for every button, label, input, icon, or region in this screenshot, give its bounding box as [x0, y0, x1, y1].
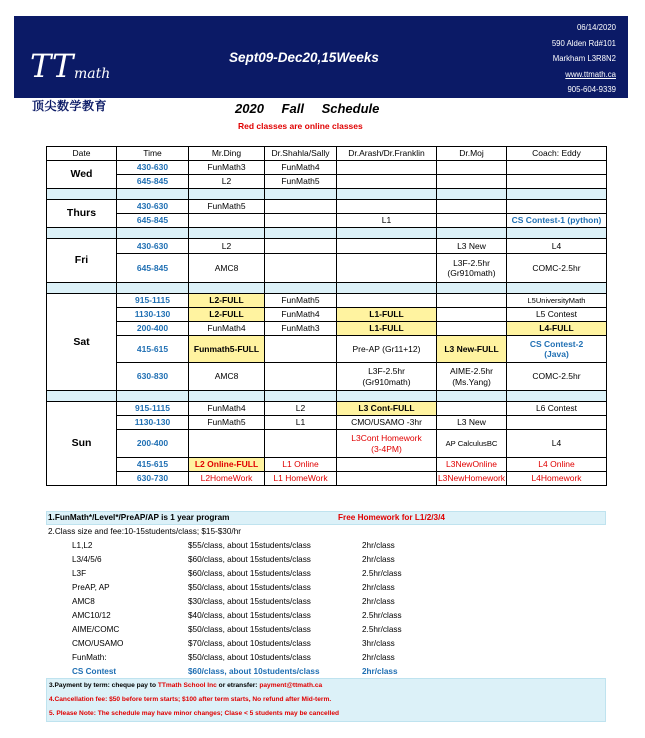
fee-fee: $55/class, about 15students/class [188, 541, 311, 550]
separator-row [47, 283, 607, 294]
fee-fee: $50/class, about 15students/class [188, 583, 311, 592]
class-cell [337, 430, 437, 458]
table-row [47, 416, 607, 430]
empty-cell [337, 294, 437, 308]
class-cell: AP CalculusBC [437, 430, 507, 458]
class-cell [437, 254, 507, 283]
empty-cell [265, 200, 337, 214]
schedule-subtitle: Red classes are online classes [238, 121, 363, 131]
empty-cell [437, 214, 507, 228]
class-cell: FunMath3 [189, 161, 265, 175]
fee-fee: $30/class, about 15students/class [188, 597, 311, 606]
logo-chinese-name: 顶尖数学教育 [32, 99, 108, 113]
table-row [47, 254, 607, 283]
fee-fee: $50/class, about 10students/class [188, 653, 311, 662]
empty-cell [265, 239, 337, 254]
fee-fee: $60/class, about 15students/class [188, 569, 311, 578]
date: 06/14/2020 [576, 23, 616, 32]
schedule-title [235, 101, 393, 116]
fee-duration: 2hr/class [362, 597, 395, 606]
empty-cell [507, 416, 607, 430]
time-cell: 200-400 [117, 430, 189, 458]
empty-cell [507, 161, 607, 175]
table-row [47, 402, 607, 416]
class-line: CS Contest-2 [529, 338, 584, 349]
empty-cell [507, 175, 607, 189]
class-cell: L5UniversityMath [507, 294, 607, 308]
fee-duration: 2.5hr/class [362, 625, 402, 634]
day-sun: Sun [47, 402, 117, 486]
class-cell [507, 336, 607, 363]
logo-math: math [74, 66, 111, 82]
class-cell: FunMath3 [265, 322, 337, 336]
class-cell: FunMath5 [265, 294, 337, 308]
class-cell: COMC-2.5hr [507, 254, 607, 283]
fee-course: CMO/USAMO [72, 639, 124, 648]
class-line: AIME-2.5hr [450, 366, 493, 377]
logo-tt: TT [30, 47, 74, 85]
class-cell: L6 Contest [507, 402, 607, 416]
empty-cell [265, 363, 337, 391]
class-cell: CMO/USAMO -3hr [337, 416, 437, 430]
table-row [47, 430, 607, 458]
table-row [47, 200, 607, 214]
class-line: (Gr910math) [362, 376, 411, 387]
note-3-text-b: or etransfer: [216, 682, 260, 689]
table-row [47, 308, 607, 322]
fee-course: L1,L2 [72, 541, 93, 550]
class-cell: COMC-2.5hr [507, 363, 607, 391]
fee-duration: 2hr/class [362, 555, 395, 564]
class-cell: CS Contest-1 (python) [507, 214, 607, 228]
col-moj: Dr.Moj [437, 147, 507, 161]
class-cell: FunMath4 [265, 161, 337, 175]
contact-info [552, 20, 616, 98]
empty-cell [437, 308, 507, 322]
fee-duration: 2.5hr/class [362, 611, 402, 620]
table-row [47, 239, 607, 254]
class-cell: L2 [265, 402, 337, 416]
time-cell: 430-630 [117, 161, 189, 175]
class-cell [437, 363, 507, 391]
empty-cell [337, 472, 437, 486]
fee-course: CS Contest [72, 667, 117, 676]
time-cell: 630-830 [117, 363, 189, 391]
table-row [47, 336, 607, 363]
schedule-season: Fall [281, 101, 304, 116]
class-cell: L4 Online [507, 458, 607, 472]
empty-cell [337, 239, 437, 254]
empty-cell [437, 322, 507, 336]
empty-cell [437, 294, 507, 308]
table-header-row [47, 147, 607, 161]
class-cell: L1 Online [265, 458, 337, 472]
class-cell: FunMath4 [265, 308, 337, 322]
class-cell: L1 [265, 416, 337, 430]
fee-fee: $40/class, about 15students/class [188, 611, 311, 620]
class-cell: FunMath4 [189, 402, 265, 416]
fee-course: AMC10/12 [72, 611, 111, 620]
separator-row [47, 391, 607, 402]
free-homework-note: Free Homework for L1/2/3/4 [338, 513, 445, 522]
time-cell: 645-845 [117, 254, 189, 283]
empty-cell [265, 430, 337, 458]
class-cell: L2-FULL [189, 294, 265, 308]
col-shahla: Dr.Shahla/Sally [265, 147, 337, 161]
footer-notes [46, 678, 606, 722]
time-cell: 1130-130 [117, 308, 189, 322]
class-cell: L5 Contest [507, 308, 607, 322]
fee-course: AIME/COMC [72, 625, 120, 634]
time-cell: 430-630 [117, 200, 189, 214]
day-sat: Sat [47, 294, 117, 391]
col-time: Time [117, 147, 189, 161]
col-arash: Dr.Arash/Dr.Franklin [337, 147, 437, 161]
class-line: L3F-2.5hr [453, 257, 490, 268]
class-cell [337, 363, 437, 391]
empty-cell [337, 200, 437, 214]
time-cell: 415-615 [117, 336, 189, 363]
schedule-word: Schedule [321, 101, 380, 116]
class-cell: L3NewHomework [437, 472, 507, 486]
time-cell: 915-1115 [117, 294, 189, 308]
empty-cell [189, 214, 265, 228]
time-cell: 645-845 [117, 175, 189, 189]
class-cell: Funmath5-FULL [189, 336, 265, 363]
table-row [47, 322, 607, 336]
fee-fee: $60/class, about 15students/class [188, 555, 311, 564]
class-cell: L2 Online-FULL [189, 458, 265, 472]
time-cell: 430-630 [117, 239, 189, 254]
empty-cell [337, 161, 437, 175]
class-cell: L1-FULL [337, 308, 437, 322]
class-cell: L4 [507, 430, 607, 458]
website-link[interactable]: www.ttmath.ca [565, 69, 616, 79]
schedule-year: 2020 [235, 101, 264, 116]
note-3-payee: TTmath School Inc [157, 682, 217, 689]
class-cell: L2-FULL [189, 308, 265, 322]
table-row [47, 363, 607, 391]
table-row [47, 472, 607, 486]
class-line: (Gr910math) [447, 268, 496, 278]
class-cell: L3 New [437, 239, 507, 254]
note-1: 1.FunMath*/Level*/PreAP/AP is 1 year program [48, 513, 230, 522]
day-thurs: Thurs [47, 200, 117, 228]
class-cell: FunMath4 [189, 322, 265, 336]
class-cell: L1 HomeWork [265, 472, 337, 486]
empty-cell [437, 200, 507, 214]
address-line1: 590 Alden Rd#101 [551, 38, 616, 48]
empty-cell [265, 214, 337, 228]
empty-cell [437, 175, 507, 189]
schedule-table [46, 146, 607, 486]
class-cell: L3 New-FULL [437, 336, 507, 363]
class-cell: L2 [189, 239, 265, 254]
note-2: 2.Class size and fee:10-15students/class; $15-$30/hr [48, 527, 241, 536]
time-cell: 630-730 [117, 472, 189, 486]
class-cell: L4Homework [507, 472, 607, 486]
class-cell: L1 [337, 214, 437, 228]
col-ding: Mr.Ding [189, 147, 265, 161]
class-cell: L3 New [437, 416, 507, 430]
class-cell: L4 [507, 239, 607, 254]
note-3-text: 3.Payment by term: cheque pay to [49, 682, 158, 689]
time-cell: 645-845 [117, 214, 189, 228]
empty-cell [507, 200, 607, 214]
note-4: 4.Cancellation fee: $50 before term starts; $100 after term starts, No refund after Mid-term. [49, 696, 332, 703]
day-fri: Fri [47, 239, 117, 283]
fee-fee: $60/class, about 10students/class [188, 667, 320, 676]
class-cell: FunMath5 [265, 175, 337, 189]
separator-row [47, 228, 607, 239]
fee-duration: 2hr/class [362, 653, 395, 662]
empty-cell [437, 161, 507, 175]
note-5: 5. Please Note: The schedule may have minor changes; Clase < 5 students may be cancelled [49, 710, 340, 717]
table-row [47, 214, 607, 228]
class-cell: FunMath5 [189, 416, 265, 430]
fee-fee: $50/class, about 15students/class [188, 625, 311, 634]
fee-course: L3F [72, 569, 87, 578]
class-line: L3Cont Homework [351, 433, 422, 444]
class-cell: L3NewOnline [437, 458, 507, 472]
fee-course: FunMath: [72, 653, 107, 662]
class-cell: L1-FULL [337, 322, 437, 336]
fee-duration: 2hr/class [362, 541, 395, 550]
table-row [47, 458, 607, 472]
empty-cell [265, 336, 337, 363]
class-cell: Pre-AP (Gr11+12) [337, 336, 437, 363]
class-cell: L3 Cont-FULL [337, 402, 437, 416]
fee-fee: $70/class, about 10students/class [188, 639, 311, 648]
empty-cell [437, 402, 507, 416]
class-cell: FunMath5 [189, 200, 265, 214]
class-line: (Java) [544, 349, 569, 359]
time-cell: 915-1115 [117, 402, 189, 416]
class-cell: L2 [189, 175, 265, 189]
ttmath-logo [30, 47, 118, 92]
class-cell: AMC8 [189, 363, 265, 391]
class-cell: L2HomeWork [189, 472, 265, 486]
table-row [47, 294, 607, 308]
table-row [47, 175, 607, 189]
class-cell: L4-FULL [507, 322, 607, 336]
class-line: (Ms.Yang) [452, 376, 491, 387]
empty-cell [337, 175, 437, 189]
payment-email[interactable]: payment@ttmath.ca [259, 682, 323, 689]
separator-row [47, 189, 607, 200]
empty-cell [337, 458, 437, 472]
phone: 905-604-9339 [567, 85, 616, 94]
table-row [47, 161, 607, 175]
time-cell: 200-400 [117, 322, 189, 336]
fee-duration: 3hr/class [362, 639, 395, 648]
day-wed: Wed [47, 161, 117, 189]
fee-duration: 2hr/class [362, 583, 395, 592]
time-cell: 1130-130 [117, 416, 189, 430]
fee-duration: 2.5hr/class [362, 569, 402, 578]
class-line: L3F-2.5hr [368, 366, 405, 377]
note-3 [49, 682, 322, 689]
class-line: (3-4PM) [371, 443, 402, 454]
fee-duration: 2hr/class [362, 667, 398, 676]
fee-course: AMC8 [72, 597, 95, 606]
fee-course: L3/4/5/6 [72, 555, 102, 564]
address-line2: Markham L3R8N2 [552, 54, 616, 63]
class-cell: AMC8 [189, 254, 265, 283]
term-title: Sept09-Dec20,15Weeks [229, 50, 379, 65]
fee-course: PreAP, AP [72, 583, 110, 592]
empty-cell [337, 254, 437, 283]
col-eddy: Coach: Eddy [507, 147, 607, 161]
empty-cell [189, 430, 265, 458]
col-date: Date [47, 147, 117, 161]
empty-cell [265, 254, 337, 283]
time-cell: 415-615 [117, 458, 189, 472]
